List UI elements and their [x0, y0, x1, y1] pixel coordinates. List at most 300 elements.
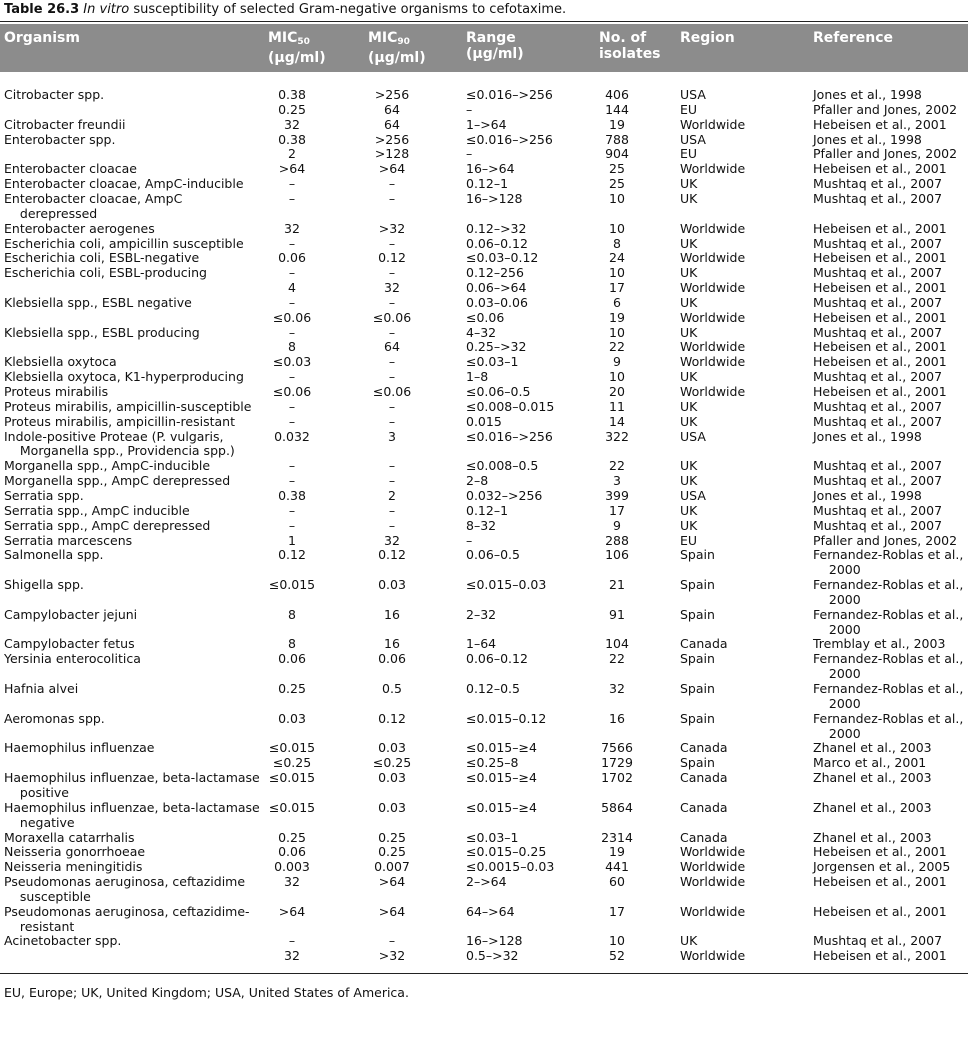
range-cell: 0.5–>32 — [466, 948, 519, 964]
region-cell: Spain — [680, 547, 715, 563]
region-cell: Worldwide — [680, 280, 746, 295]
mic50-cell: 0.25 — [278, 101, 306, 117]
table-row — [0, 488, 968, 503]
mic50-cell: – — [288, 190, 296, 206]
reference-cell: Hebeisen et al., 2001 — [813, 220, 947, 236]
reference-cell: Hebeisen et al., 2001 — [813, 309, 947, 325]
reference-cell: Fernandez-Roblas et al., — [813, 710, 964, 726]
header-mic50-unit: (µg/ml) — [268, 50, 326, 66]
mic90-cell: – — [388, 294, 396, 310]
mic50-cell: 0.38 — [278, 487, 306, 503]
table-row — [0, 830, 968, 845]
mic50-cell: 32 — [284, 220, 300, 236]
table-row — [0, 681, 968, 696]
region-cell: USA — [680, 428, 706, 444]
organism-cell: Pseudomonas aeruginosa, ceftazidime — [4, 874, 246, 889]
mic90-cell: >32 — [378, 948, 406, 964]
mic90-cell: >64 — [378, 903, 406, 919]
isolates-cell: 11 — [609, 398, 625, 414]
range-cell: ≤0.03–1 — [466, 354, 519, 370]
mic90-cell: 0.12 — [378, 547, 406, 563]
mic90-cell: 0.25 — [378, 844, 406, 860]
isolates-cell: 8 — [613, 235, 621, 251]
mic50-cell: – — [288, 235, 296, 251]
range-cell: 2–>64 — [466, 874, 507, 889]
table-row — [0, 726, 968, 741]
reference-cell: Jorgensen et al., 2005 — [813, 859, 951, 875]
isolates-cell: 904 — [605, 146, 629, 162]
mic50-cell: ≤0.03 — [272, 354, 312, 370]
reference-cell: Fernandez-Roblas et al., — [813, 577, 964, 592]
header-region: Region — [680, 30, 735, 46]
mic90-cell: – — [388, 369, 396, 385]
isolates-cell: 19 — [609, 309, 625, 325]
region-cell: USA — [680, 487, 706, 503]
reference-cell: Mushtaq et al., 2007 — [813, 265, 943, 281]
header-mic90-unit: (µg/ml) — [368, 50, 426, 66]
range-cell: ≤0.0015–0.03 — [466, 859, 555, 875]
reference-cell: Fernandez-Roblas et al., — [813, 651, 964, 667]
organism-cell: Neisseria gonorrhoeae — [4, 844, 146, 860]
organism-cell: resistant — [4, 918, 75, 934]
table-row — [0, 206, 968, 221]
region-cell: Canada — [680, 799, 728, 815]
reference-cell: Hebeisen et al., 2001 — [813, 354, 947, 370]
organism-cell: Citrobacter spp. — [4, 87, 105, 102]
header-isolates-line2: isolates — [599, 46, 661, 62]
region-cell: UK — [680, 398, 698, 414]
isolates-cell: 17 — [609, 502, 625, 518]
mic90-cell: 64 — [384, 339, 400, 355]
organism-cell: Indole-positive Proteae (P. vulgaris, — [4, 428, 224, 444]
range-cell: ≤0.015–0.25 — [466, 844, 547, 860]
reference-cell: Mushtaq et al., 2007 — [813, 458, 943, 474]
range-cell: 64–>64 — [466, 903, 515, 919]
isolates-cell: 10 — [609, 933, 625, 949]
isolates-cell: 24 — [609, 250, 625, 266]
organism-cell: Proteus mirabilis — [4, 384, 109, 399]
reference-cell: Hebeisen et al., 2001 — [813, 384, 947, 399]
header-isolates — [599, 30, 661, 62]
table-row — [0, 339, 968, 354]
range-cell: ≤0.016–>256 — [466, 131, 553, 147]
organism-cell: Haemophilus influenzae — [4, 740, 155, 756]
mic90-cell: 16 — [384, 636, 400, 652]
table-row — [0, 904, 968, 919]
mic90-cell: – — [388, 354, 396, 370]
table-row — [0, 325, 968, 340]
table-row — [0, 562, 968, 577]
mic50-cell: >64 — [278, 161, 306, 177]
mic50-cell: 2 — [288, 146, 296, 162]
region-cell: UK — [680, 473, 698, 489]
region-cell: Spain — [680, 577, 715, 592]
region-cell: Spain — [680, 755, 715, 771]
organism-cell: Aeromonas spp. — [4, 710, 105, 726]
reference-cell: 2000 — [813, 666, 861, 682]
mic50-cell: 1 — [288, 532, 296, 548]
organism-cell: Klebsiella spp., ESBL producing — [4, 324, 200, 340]
reference-cell: Hebeisen et al., 2001 — [813, 116, 947, 132]
region-cell: UK — [680, 517, 698, 533]
mic90-cell: – — [388, 324, 396, 340]
table-row — [0, 815, 968, 830]
organism-cell: Morganella spp., AmpC-inducible — [4, 458, 211, 474]
mic50-cell: 32 — [284, 874, 300, 889]
organism-cell: Serratia spp., AmpC inducible — [4, 502, 190, 518]
isolates-cell: 25 — [609, 176, 625, 192]
reference-cell: Fernandez-Roblas et al., — [813, 681, 964, 696]
region-cell: EU — [680, 101, 698, 117]
mic50-cell: 8 — [288, 606, 296, 622]
organism-cell: Klebsiella oxytoca, K1-hyperproducing — [4, 369, 244, 385]
header-range — [466, 30, 524, 62]
region-cell: EU — [680, 146, 698, 162]
table-footnote: EU, Europe; UK, United Kingdom; USA, United States of America. — [4, 985, 409, 1000]
table-row — [0, 740, 968, 755]
table-row — [0, 919, 968, 934]
reference-cell: Mushtaq et al., 2007 — [813, 294, 943, 310]
reference-cell: Hebeisen et al., 2001 — [813, 339, 947, 355]
mic90-cell: 16 — [384, 606, 400, 622]
region-cell: Worldwide — [680, 309, 746, 325]
isolates-cell: 19 — [609, 116, 625, 132]
region-cell: USA — [680, 87, 706, 102]
organism-cell: Pseudomonas aeruginosa, ceftazidime- — [4, 903, 250, 919]
organism-cell: Morganella spp., Providencia spp.) — [4, 443, 235, 459]
mic90-cell: 0.06 — [378, 651, 406, 667]
header-mic90 — [368, 30, 426, 66]
range-cell: 2–8 — [466, 473, 489, 489]
region-cell: Worldwide — [680, 903, 746, 919]
table-row — [0, 577, 968, 592]
isolates-cell: 32 — [609, 681, 625, 696]
range-cell: ≤0.008–0.5 — [466, 458, 539, 474]
table-row — [0, 161, 968, 176]
table-row — [0, 176, 968, 191]
table-row — [0, 295, 968, 310]
reference-cell: Hebeisen et al., 2001 — [813, 161, 947, 177]
region-cell: UK — [680, 176, 698, 192]
range-cell: ≤0.016–>256 — [466, 87, 553, 102]
isolates-cell: 9 — [613, 517, 621, 533]
mic50-cell: 0.032 — [274, 428, 310, 444]
reference-cell: Mushtaq et al., 2007 — [813, 176, 943, 192]
region-cell: UK — [680, 413, 698, 429]
isolates-cell: 106 — [605, 547, 629, 563]
mic90-cell: 0.5 — [382, 681, 402, 696]
mic90-cell: 32 — [384, 280, 400, 295]
header-mic50-label: MIC — [268, 30, 298, 46]
region-cell: Worldwide — [680, 250, 746, 266]
range-cell: ≤0.06 — [466, 309, 505, 325]
range-cell: ≤0.016–>256 — [466, 428, 553, 444]
reference-cell: Mushtaq et al., 2007 — [813, 324, 943, 340]
isolates-cell: 10 — [609, 190, 625, 206]
header-mic50 — [268, 30, 326, 66]
organism-cell: Klebsiella spp., ESBL negative — [4, 294, 192, 310]
table-row — [0, 354, 968, 369]
reference-cell: Tremblay et al., 2003 — [813, 636, 946, 652]
reference-cell: Mushtaq et al., 2007 — [813, 473, 943, 489]
region-cell: Worldwide — [680, 220, 746, 236]
mic90-cell: – — [388, 458, 396, 474]
range-cell: 8–32 — [466, 517, 497, 533]
reference-cell: Pfaller and Jones, 2002 — [813, 146, 958, 162]
region-cell: Worldwide — [680, 384, 746, 399]
mic90-cell: – — [388, 265, 396, 281]
organism-cell: positive — [4, 784, 69, 800]
table-row — [0, 221, 968, 236]
reference-cell: Zhanel et al., 2003 — [813, 799, 932, 815]
range-cell: ≤0.03–0.12 — [466, 250, 539, 266]
reference-cell: Hebeisen et al., 2001 — [813, 948, 947, 964]
organism-cell: Enterobacter cloacae, AmpC — [4, 190, 183, 206]
isolates-cell: 788 — [605, 131, 629, 147]
isolates-cell: 406 — [605, 87, 629, 102]
reference-cell: Marco et al., 2001 — [813, 755, 927, 771]
table-row — [0, 800, 968, 815]
range-cell: 0.25–>32 — [466, 339, 527, 355]
isolates-cell: 6 — [613, 294, 621, 310]
header-reference: Reference — [813, 30, 894, 46]
organism-cell: Klebsiella oxytoca — [4, 354, 117, 370]
range-cell: 1–8 — [466, 369, 489, 385]
region-cell: Worldwide — [680, 859, 746, 875]
mic90-cell: 0.03 — [378, 799, 406, 815]
mic90-cell: 0.007 — [374, 859, 410, 875]
reference-cell: 2000 — [813, 621, 861, 637]
reference-cell: Fernandez-Roblas et al., — [813, 606, 964, 622]
isolates-cell: 10 — [609, 220, 625, 236]
isolates-cell: 25 — [609, 161, 625, 177]
mic90-cell: >32 — [378, 220, 406, 236]
table-row — [0, 458, 968, 473]
organism-cell: Citrobacter freundii — [4, 116, 126, 132]
mic90-cell: – — [388, 502, 396, 518]
region-cell: Worldwide — [680, 354, 746, 370]
region-cell: UK — [680, 190, 698, 206]
range-cell: ≤0.015–0.03 — [466, 577, 547, 592]
isolates-cell: 2314 — [601, 829, 633, 845]
table-row — [0, 265, 968, 280]
region-cell: EU — [680, 532, 698, 548]
header-range-label: Range — [466, 30, 516, 46]
range-cell: 2–32 — [466, 606, 497, 622]
isolates-cell: 14 — [609, 413, 625, 429]
mic90-cell: 3 — [388, 428, 396, 444]
table-row — [0, 889, 968, 904]
mic90-cell: 0.12 — [378, 710, 406, 726]
organism-cell: Proteus mirabilis, ampicillin-resistant — [4, 413, 235, 429]
range-cell: 0.12–256 — [466, 265, 524, 281]
organism-cell: Hafnia alvei — [4, 681, 79, 696]
mic90-cell: >128 — [374, 146, 410, 162]
mic50-cell: 8 — [288, 636, 296, 652]
mic50-cell: ≤0.06 — [272, 309, 312, 325]
range-cell: ≤0.008–0.015 — [466, 398, 555, 414]
table-row — [0, 473, 968, 488]
reference-cell: Hebeisen et al., 2001 — [813, 250, 947, 266]
organism-cell: Enterobacter cloacae — [4, 161, 137, 177]
mic50-cell: 0.25 — [278, 681, 306, 696]
isolates-cell: 60 — [609, 874, 625, 889]
region-cell: Worldwide — [680, 339, 746, 355]
region-cell: USA — [680, 131, 706, 147]
isolates-cell: 144 — [605, 101, 629, 117]
mic50-cell: 32 — [284, 948, 300, 964]
reference-cell: 2000 — [813, 695, 861, 711]
reference-cell: Jones et al., 1998 — [813, 87, 922, 102]
reference-cell: Fernandez-Roblas et al., — [813, 547, 964, 563]
mic50-cell: ≤0.015 — [268, 740, 316, 756]
reference-cell: Zhanel et al., 2003 — [813, 770, 932, 786]
region-cell: Canada — [680, 636, 728, 652]
isolates-cell: 10 — [609, 265, 625, 281]
table-row — [0, 236, 968, 251]
table-row — [0, 518, 968, 533]
organism-cell: susceptible — [4, 888, 91, 904]
table-row — [0, 948, 968, 963]
organism-cell: Morganella spp., AmpC derepressed — [4, 473, 231, 489]
mic50-cell: 0.25 — [278, 829, 306, 845]
table-row — [0, 666, 968, 681]
table-row — [0, 132, 968, 147]
region-cell: UK — [680, 294, 698, 310]
region-cell: Canada — [680, 770, 728, 786]
header-mic90-label: MIC — [368, 30, 398, 46]
range-cell: 16–>128 — [466, 933, 523, 949]
table-row — [0, 384, 968, 399]
table-row — [0, 443, 968, 458]
mic90-cell: 2 — [388, 487, 396, 503]
table-row — [0, 844, 968, 859]
reference-cell: 2000 — [813, 562, 861, 578]
mic90-cell: ≤0.25 — [372, 755, 412, 771]
range-cell: 0.12–1 — [466, 176, 509, 192]
mic90-cell: – — [388, 517, 396, 533]
range-cell: – — [466, 101, 473, 117]
isolates-cell: 399 — [605, 487, 629, 503]
mic50-cell: – — [288, 176, 296, 192]
organism-cell: Campylobacter jejuni — [4, 606, 138, 622]
reference-cell: Pfaller and Jones, 2002 — [813, 532, 958, 548]
range-cell: ≤0.25–8 — [466, 755, 519, 771]
range-cell: ≤0.015–≥4 — [466, 740, 537, 756]
isolates-cell: 7566 — [601, 740, 633, 756]
reference-cell: 2000 — [813, 591, 861, 607]
mic50-cell: 0.03 — [278, 710, 306, 726]
range-cell: ≤0.06–0.5 — [466, 384, 531, 399]
isolates-cell: 20 — [609, 384, 625, 399]
mic50-cell: 0.003 — [274, 859, 310, 875]
mic50-cell: – — [288, 398, 296, 414]
isolates-cell: 322 — [605, 428, 629, 444]
table-row — [0, 933, 968, 948]
range-cell: 0.032–>256 — [466, 487, 543, 503]
region-cell: Canada — [680, 829, 728, 845]
reference-cell: Zhanel et al., 2003 — [813, 740, 932, 756]
region-cell: UK — [680, 369, 698, 385]
isolates-cell: 91 — [609, 606, 625, 622]
mic90-cell: – — [388, 473, 396, 489]
region-cell: Worldwide — [680, 874, 746, 889]
organism-cell: Proteus mirabilis, ampicillin-susceptible — [4, 398, 252, 414]
range-cell: 0.12–0.5 — [466, 681, 520, 696]
reference-cell: Pfaller and Jones, 2002 — [813, 101, 958, 117]
range-cell: 1–>64 — [466, 116, 507, 132]
mic90-cell: 0.03 — [378, 577, 406, 592]
table-row — [0, 874, 968, 889]
reference-cell: Jones et al., 1998 — [813, 487, 922, 503]
mic50-cell: 0.38 — [278, 87, 306, 102]
isolates-cell: 1702 — [601, 770, 633, 786]
mic50-cell: 0.12 — [278, 547, 306, 563]
isolates-cell: 10 — [609, 369, 625, 385]
organism-cell: Enterobacter spp. — [4, 131, 116, 147]
mic50-cell: – — [288, 458, 296, 474]
region-cell: Worldwide — [680, 161, 746, 177]
organism-cell: Escherichia coli, ampicillin susceptible — [4, 235, 244, 251]
reference-cell: Jones et al., 1998 — [813, 131, 922, 147]
region-cell: Spain — [680, 681, 715, 696]
mic90-cell: 64 — [384, 116, 400, 132]
mic50-cell: 32 — [284, 116, 300, 132]
isolates-cell: 288 — [605, 532, 629, 548]
mic90-cell: – — [388, 176, 396, 192]
table-row — [0, 399, 968, 414]
organism-cell: Serratia spp., AmpC derepressed — [4, 517, 211, 533]
mic90-cell: 0.03 — [378, 770, 406, 786]
isolates-cell: 22 — [609, 458, 625, 474]
region-cell: Worldwide — [680, 948, 746, 964]
mic50-cell: ≤0.015 — [268, 577, 316, 592]
mic50-cell: 4 — [288, 280, 296, 295]
range-cell: 4–32 — [466, 324, 497, 340]
isolates-cell: 17 — [609, 280, 625, 295]
table-row — [0, 770, 968, 785]
mic90-cell: – — [388, 235, 396, 251]
table-row — [0, 651, 968, 666]
reference-cell: Mushtaq et al., 2007 — [813, 369, 943, 385]
table-caption — [4, 2, 566, 18]
mic90-cell: ≤0.06 — [372, 384, 412, 399]
mic50-cell: – — [288, 502, 296, 518]
mic50-cell: >64 — [278, 903, 306, 919]
mic90-cell: 0.25 — [378, 829, 406, 845]
table-title — [83, 2, 566, 17]
region-cell: UK — [680, 458, 698, 474]
isolates-cell: 3 — [613, 473, 621, 489]
isolates-cell: 52 — [609, 948, 625, 964]
table-row — [0, 87, 968, 102]
mic90-cell: >256 — [374, 87, 410, 102]
range-cell: ≤0.03–1 — [466, 829, 519, 845]
reference-cell: Mushtaq et al., 2007 — [813, 235, 943, 251]
organism-cell: Moraxella catarrhalis — [4, 829, 135, 845]
isolates-cell: 9 — [613, 354, 621, 370]
isolates-cell: 5864 — [601, 799, 633, 815]
organism-cell: Haemophilus influenzae, beta-lactamase — [4, 799, 260, 815]
range-cell: 0.06–>64 — [466, 280, 527, 295]
mic50-cell: 0.06 — [278, 250, 306, 266]
mic90-cell: >64 — [378, 874, 406, 889]
mic50-cell: 8 — [288, 339, 296, 355]
header-range-unit: (µg/ml) — [466, 46, 524, 62]
table-row — [0, 592, 968, 607]
mic50-cell: ≤0.06 — [272, 384, 312, 399]
reference-cell: Jones et al., 1998 — [813, 428, 922, 444]
